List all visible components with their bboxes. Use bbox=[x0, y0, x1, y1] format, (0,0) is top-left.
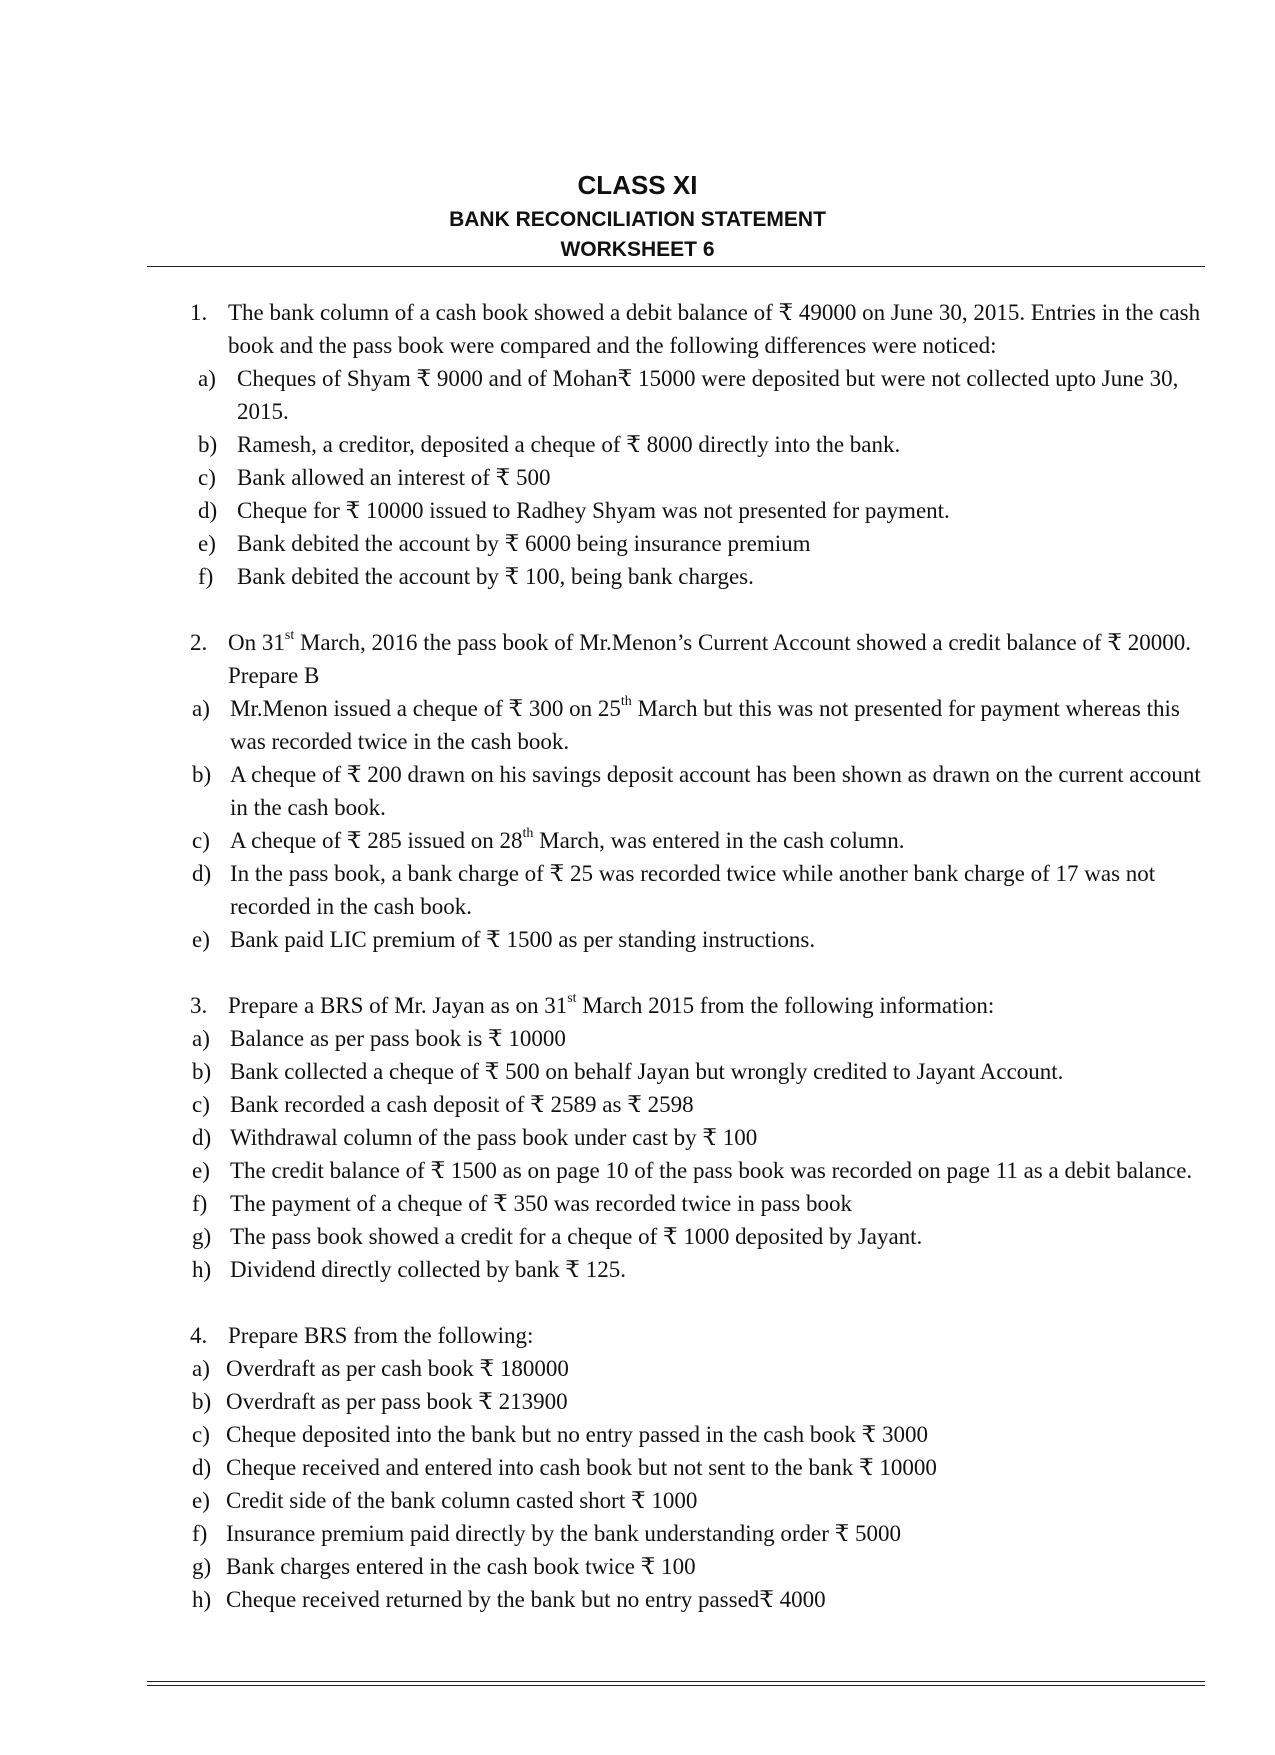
item-label: d) bbox=[198, 498, 218, 523]
worksheet-body bbox=[0, 296, 1275, 1616]
item-label: c) bbox=[192, 828, 210, 853]
item-label: f) bbox=[192, 1191, 208, 1216]
list-item bbox=[0, 1055, 1275, 1088]
item-text: Withdrawal column of the pass book under cast by ₹ 100 bbox=[230, 1125, 758, 1150]
item-label: a) bbox=[192, 1356, 210, 1381]
item-text: The credit balance of ₹ 1500 as on page 10 of the pass book was recorded on page 11 as a debit balance. bbox=[230, 1158, 1193, 1183]
list-item bbox=[0, 824, 1275, 857]
item-text: Bank debited the account by ₹ 100, being bank charges. bbox=[237, 564, 754, 589]
list-item bbox=[0, 1418, 1275, 1451]
item-label: e) bbox=[192, 1158, 210, 1183]
list-item bbox=[0, 1187, 1275, 1220]
item-label: f) bbox=[198, 564, 214, 589]
page-subtitle: BANK RECONCILIATION STATEMENT bbox=[449, 208, 826, 231]
item-label: g) bbox=[192, 1224, 212, 1249]
item-text: Cheque received and entered into cash book but not sent to the bank ₹ 10000 bbox=[226, 1455, 937, 1480]
item-text: Bank recorded a cash deposit of ₹ 2589 as ₹ 2598 bbox=[230, 1092, 694, 1117]
question-text: The bank column of a cash book showed a debit balance of ₹ 49000 on June 30, 2015. Entries in the cash book and the pass book were compared and the following differences were noticed: bbox=[228, 300, 1201, 358]
item-label: f) bbox=[192, 1521, 208, 1546]
page-title: CLASS XI bbox=[577, 170, 698, 200]
header-divider bbox=[147, 266, 1205, 267]
item-label: b) bbox=[192, 1389, 212, 1414]
item-text: Cheque deposited into the bank but no entry passed in the cash book ₹ 3000 bbox=[226, 1422, 928, 1447]
item-text: Bank debited the account by ₹ 6000 being insurance premium bbox=[237, 531, 811, 556]
item-text: Cheque received returned by the bank but no entry passed₹ 4000 bbox=[226, 1587, 826, 1612]
list-item bbox=[0, 1220, 1275, 1253]
item-label: e) bbox=[198, 531, 216, 556]
list-item bbox=[0, 461, 1275, 494]
item-label: h) bbox=[192, 1587, 212, 1612]
item-text: Bank charges entered in the cash book twice ₹ 100 bbox=[226, 1554, 696, 1579]
question-4 bbox=[0, 1319, 1275, 1352]
list-item bbox=[0, 1517, 1275, 1550]
item-label: b) bbox=[192, 762, 212, 787]
list-item bbox=[0, 758, 1275, 824]
question-text: On 31st March, 2016 the pass book of Mr.Menon’s Current Account showed a credit balance of ₹ 20000. Prepare B bbox=[228, 628, 1191, 688]
item-text: A cheque of ₹ 200 drawn on his savings deposit account has been shown as drawn on the current account in the cash book. bbox=[230, 762, 1201, 820]
item-text: Overdraft as per pass book ₹ 213900 bbox=[226, 1389, 568, 1414]
item-label: d) bbox=[192, 1125, 212, 1150]
item-text: Ramesh, a creditor, deposited a cheque of ₹ 8000 directly into the bank. bbox=[237, 432, 901, 457]
list-item bbox=[0, 1088, 1275, 1121]
item-label: b) bbox=[192, 1059, 212, 1084]
question-number: 3. bbox=[190, 993, 208, 1018]
list-item bbox=[0, 1022, 1275, 1055]
worksheet-label: WORKSHEET 6 bbox=[560, 238, 715, 261]
item-label: h) bbox=[192, 1257, 212, 1282]
item-label: d) bbox=[192, 861, 212, 886]
item-text: Balance as per pass book is ₹ 10000 bbox=[230, 1026, 566, 1051]
question-number: 4. bbox=[190, 1323, 208, 1348]
item-label: d) bbox=[192, 1455, 212, 1480]
list-item bbox=[0, 1154, 1275, 1187]
item-text: Bank paid LIC premium of ₹ 1500 as per standing instructions. bbox=[230, 927, 816, 952]
question-number: 2. bbox=[190, 630, 208, 655]
item-label: e) bbox=[192, 1488, 210, 1513]
list-item bbox=[0, 1253, 1275, 1286]
list-item bbox=[0, 1550, 1275, 1583]
item-text: A cheque of ₹ 285 issued on 28th March, was entered in the cash column. bbox=[230, 826, 905, 853]
item-label: c) bbox=[192, 1422, 210, 1447]
item-text: Bank allowed an interest of ₹ 500 bbox=[237, 465, 551, 490]
item-text: The payment of a cheque of ₹ 350 was recorded twice in pass book bbox=[230, 1191, 853, 1216]
item-text: Cheque for ₹ 10000 issued to Radhey Shyam was not presented for payment. bbox=[237, 498, 950, 523]
list-item bbox=[0, 1385, 1275, 1418]
question-text: Prepare BRS from the following: bbox=[228, 1323, 534, 1348]
question-number: 1. bbox=[190, 300, 208, 325]
item-text: Dividend directly collected by bank ₹ 125. bbox=[230, 1257, 626, 1282]
list-item bbox=[0, 1583, 1275, 1616]
item-label: a) bbox=[192, 1026, 210, 1051]
question-1 bbox=[0, 296, 1275, 362]
item-text: Bank collected a cheque of ₹ 500 on behalf Jayan but wrongly credited to Jayant Account. bbox=[230, 1059, 1064, 1084]
list-item bbox=[0, 1352, 1275, 1385]
question-text: Prepare a BRS of Mr. Jayan as on 31st March 2015 from the following information: bbox=[228, 991, 995, 1018]
list-item bbox=[0, 527, 1275, 560]
item-text: Credit side of the bank column casted short ₹ 1000 bbox=[226, 1488, 698, 1513]
item-label: a) bbox=[198, 366, 216, 391]
item-label: g) bbox=[192, 1554, 212, 1579]
question-3 bbox=[0, 989, 1275, 1022]
item-label: c) bbox=[198, 465, 216, 490]
item-text: Mr.Menon issued a cheque of ₹ 300 on 25th March but this was not presented for payment whereas this was recorded twice in the cash book. bbox=[230, 694, 1180, 754]
list-item bbox=[0, 560, 1275, 593]
list-item bbox=[0, 1121, 1275, 1154]
list-item bbox=[0, 692, 1275, 758]
list-item bbox=[0, 362, 1275, 428]
footer-divider bbox=[147, 1681, 1205, 1686]
item-label: e) bbox=[192, 927, 210, 952]
list-item bbox=[0, 428, 1275, 461]
question-2 bbox=[0, 626, 1275, 692]
item-text: Insurance premium paid directly by the bank understanding order ₹ 5000 bbox=[226, 1521, 902, 1546]
item-label: c) bbox=[192, 1092, 210, 1117]
list-item bbox=[0, 494, 1275, 527]
item-text: Cheques of Shyam ₹ 9000 and of Mohan₹ 15000 were deposited but were not collected upto June 30, 2015. bbox=[237, 366, 1179, 424]
item-label: b) bbox=[198, 432, 218, 457]
item-label: a) bbox=[192, 696, 210, 721]
item-text: The pass book showed a credit for a cheque of ₹ 1000 deposited by Jayant. bbox=[230, 1224, 923, 1249]
item-text: In the pass book, a bank charge of ₹ 25 was recorded twice while another bank charge of 17 was not recorded in the cash book. bbox=[230, 861, 1156, 919]
list-item bbox=[0, 923, 1275, 956]
list-item bbox=[0, 1451, 1275, 1484]
list-item bbox=[0, 857, 1275, 923]
list-item bbox=[0, 1484, 1275, 1517]
item-text: Overdraft as per cash book ₹ 180000 bbox=[226, 1356, 569, 1381]
